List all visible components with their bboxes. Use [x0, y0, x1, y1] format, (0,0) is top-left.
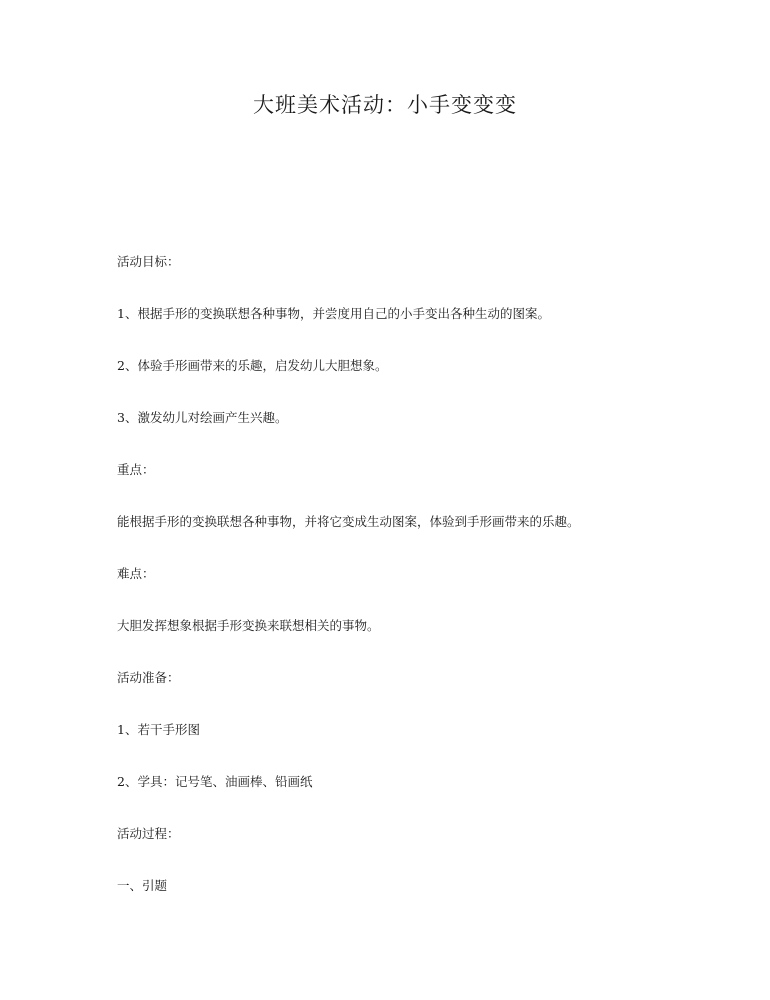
process-step-1: 一、引题 [117, 878, 168, 893]
heading-preparation: 活动准备： [117, 670, 180, 685]
heading-activity-goals: 活动目标： [117, 254, 180, 269]
goal-item-2: 2、体验手形画带来的乐趣，启发幼儿大胆想象。 [117, 358, 388, 373]
preparation-item-1: 1、若干手形图 [117, 722, 200, 737]
heading-difficulty: 难点： [117, 566, 155, 581]
difficulty-text: 大胆发挥想象根据手形变换来联想相关的事物。 [117, 618, 380, 633]
goal-item-3: 3、激发幼儿对绘画产生兴趣。 [117, 410, 288, 425]
preparation-item-2: 2、学具：记号笔、油画棒、铅画纸 [117, 774, 313, 789]
document-title: 大班美术活动：小手变变变 [253, 93, 517, 117]
key-point-text: 能根据手形的变换联想各种事物，并将它变成生动图案，体验到手形画带来的乐趣。 [117, 514, 580, 529]
goal-item-1: 1、根据手形的变换联想各种事物，并尝度用自己的小手变出各种生动的图案。 [117, 306, 550, 321]
heading-process: 活动过程： [117, 826, 180, 841]
heading-key-points: 重点： [117, 462, 155, 477]
